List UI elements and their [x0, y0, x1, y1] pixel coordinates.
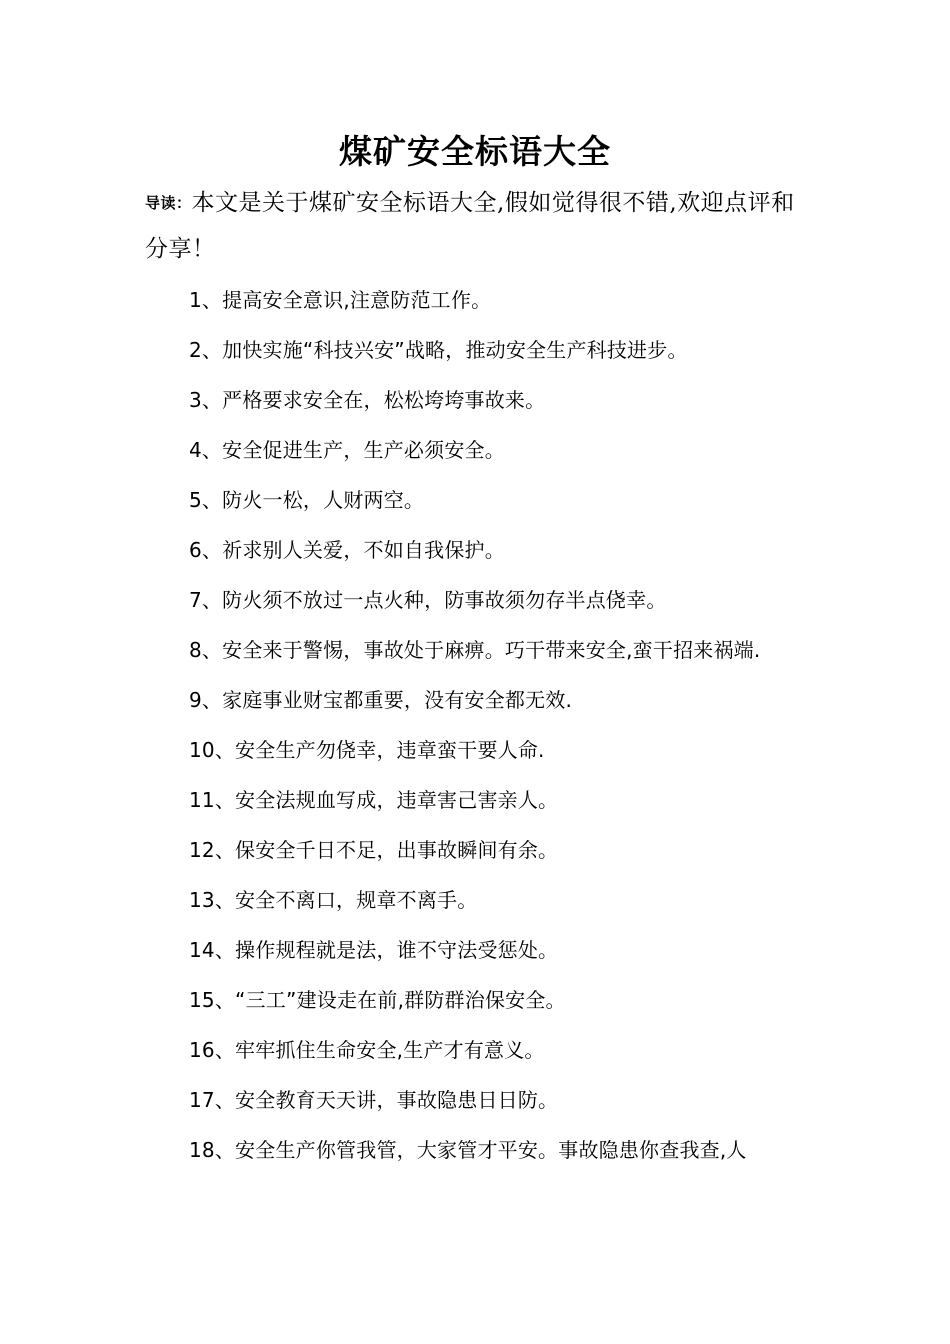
- page-title: 煤矿安全标语大全: [339, 132, 611, 171]
- intro-paragraph: [145, 180, 815, 272]
- list-item: 10、安全生产勿侥幸，违章蛮干要人命.: [189, 738, 545, 762]
- list-item: 9、家庭事业财宝都重要，没有安全都无效.: [189, 688, 573, 712]
- slogan-list: [145, 275, 813, 1175]
- intro-text: 本文是关于煤矿安全标语大全,假如觉得很不错,欢迎点评和分享！: [145, 190, 795, 262]
- list-item: 1、提高安全意识,注意防范工作。: [189, 288, 492, 312]
- list-item: 14、操作规程就是法，谁不守法受惩处。: [189, 938, 559, 962]
- list-item: 3、严格要求安全在，松松垮垮事故来。: [189, 388, 546, 412]
- list-item: 15、“三工”建设走在前,群防群治保安全。: [189, 988, 566, 1012]
- list-item: 13、安全不离口，规章不离手。: [189, 888, 478, 912]
- list-item: 16、牢牢抓住生命安全,生产才有意义。: [189, 1038, 545, 1062]
- list-item: 6、祈求别人关爱，不如自我保护。: [189, 538, 505, 562]
- list-item: 4、安全促进生产，生产必须安全。: [189, 438, 505, 462]
- list-item: 5、防火一松，人财两空。: [189, 488, 425, 512]
- list-item: 18、安全生产你管我管，大家管才平安。事故隐患你查我查,人: [189, 1138, 747, 1162]
- list-item: 12、保安全千日不足，出事故瞬间有余。: [189, 838, 559, 862]
- list-item: 17、安全教育天天讲，事故隐患日日防。: [189, 1088, 559, 1112]
- list-item: 2、加快实施“科技兴安”战略，推动安全生产科技进步。: [189, 338, 688, 362]
- list-item: 7、防火须不放过一点火种，防事故须勿存半点侥幸。: [189, 588, 667, 612]
- list-item: 11、安全法规血写成，违章害己害亲人。: [189, 788, 559, 812]
- intro-label: 导读：: [145, 194, 192, 212]
- list-item: 8、安全来于警惕，事故处于麻痹。巧干带来安全,蛮干招来祸端.: [189, 638, 761, 662]
